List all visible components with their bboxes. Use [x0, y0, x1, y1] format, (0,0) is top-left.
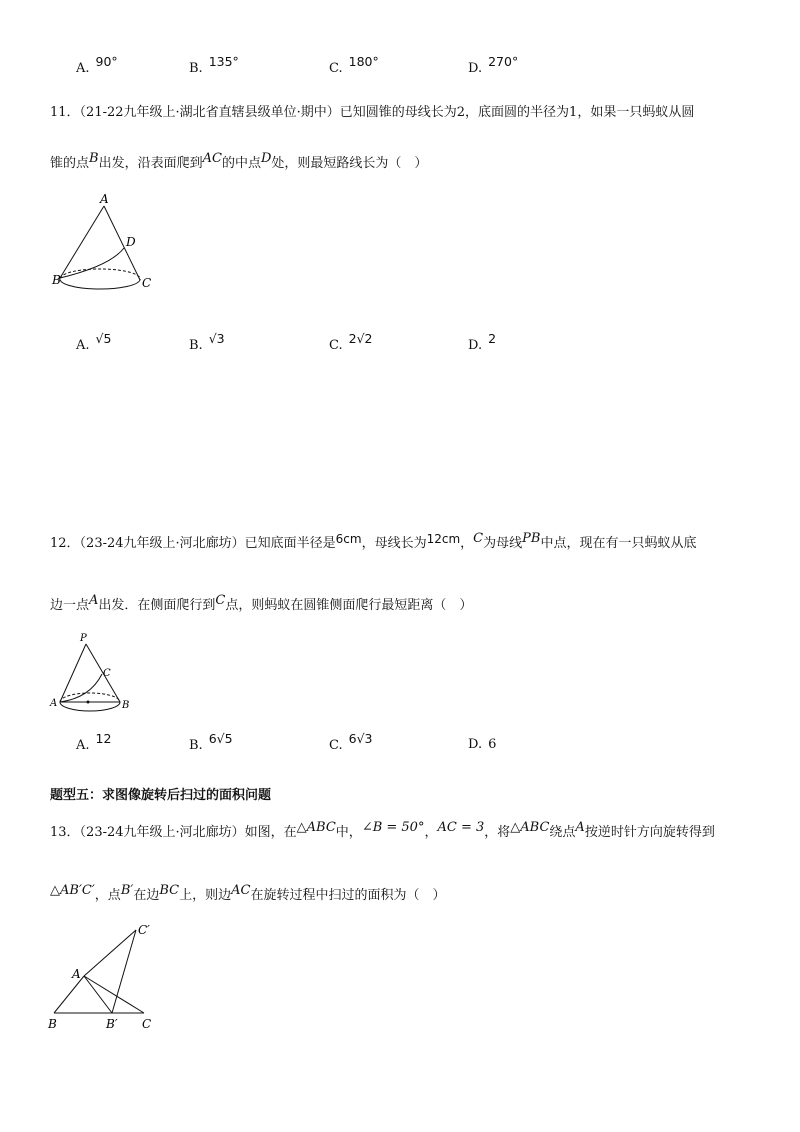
q11-option-c: C. 2√2 — [329, 331, 373, 353]
q11-label-c: C — [142, 276, 152, 290]
q13-line1: 13．（23-24九年级上·河北廊坊）如图，在△ABC中，∠B = 50°，AC = 3，将△ABC绕点A按逆时针方向旋转得到 — [50, 820, 715, 840]
q12-label-a: A — [50, 698, 58, 709]
q12-option-b: B. 6√5 — [189, 731, 233, 753]
q10-option-a: A. 90° — [76, 54, 118, 76]
q13-label-b-prime: B′ — [106, 1017, 118, 1031]
q12-option-d: D. 6 — [468, 737, 497, 752]
q12-label-c: C — [103, 668, 111, 679]
q11-label-a: A — [100, 192, 109, 206]
q11-option-d: D. 2 — [468, 331, 497, 353]
q13-label-a: A — [72, 967, 81, 981]
q12-label-p: P — [80, 633, 87, 644]
q10-option-d: D. 270° — [468, 54, 519, 76]
q10-option-c: C. 180° — [329, 54, 379, 76]
q10-option-b: B. 135° — [189, 54, 239, 76]
q12-option-c: C. 6√3 — [329, 731, 373, 753]
q13-label-c-prime: C′ — [138, 923, 150, 937]
q11-option-b: B. √3 — [189, 331, 225, 353]
q11-label-b: B — [52, 273, 61, 287]
q12-line1: 12．（23-24九年级上·河北廊坊）已知底面半径是6cm，母线长为12cm，C为母线PB中点，现在有一只蚂蚁从底 — [50, 531, 697, 551]
q11-cone-figure — [50, 190, 160, 300]
section-title: 题型五：求图像旋转后扫过的面积问题 — [50, 788, 272, 803]
q13-triangle-figure — [44, 918, 164, 1038]
q12-cone-figure — [48, 632, 138, 722]
q11-line2: 锥的点B出发，沿表面爬到AC的中点D处，则最短路线长为（ ） — [50, 151, 428, 171]
q12-label-b: B — [122, 700, 130, 711]
q12-line2: 边一点A出发．在侧面爬行到C点，则蚂蚁在圆锥侧面爬行最短距离（ ） — [50, 593, 473, 613]
q12-option-a: A. 12 — [76, 731, 112, 753]
q11-option-a: A. √5 — [76, 331, 112, 353]
q13-label-c: C — [142, 1017, 152, 1031]
q11-line1: 11．（21-22九年级上·湖北省直辖县级单位·期中）已知圆锥的母线长为2，底面圆的半径为1，如果一只蚂蚁从圆 — [50, 105, 695, 120]
q11-label-d: D — [126, 235, 136, 249]
q13-line2: △AB′C′，点B′在边BC上，则边AC在旋转过程中扫过的面积为（ ） — [50, 883, 446, 903]
q13-label-b: B — [48, 1017, 57, 1031]
